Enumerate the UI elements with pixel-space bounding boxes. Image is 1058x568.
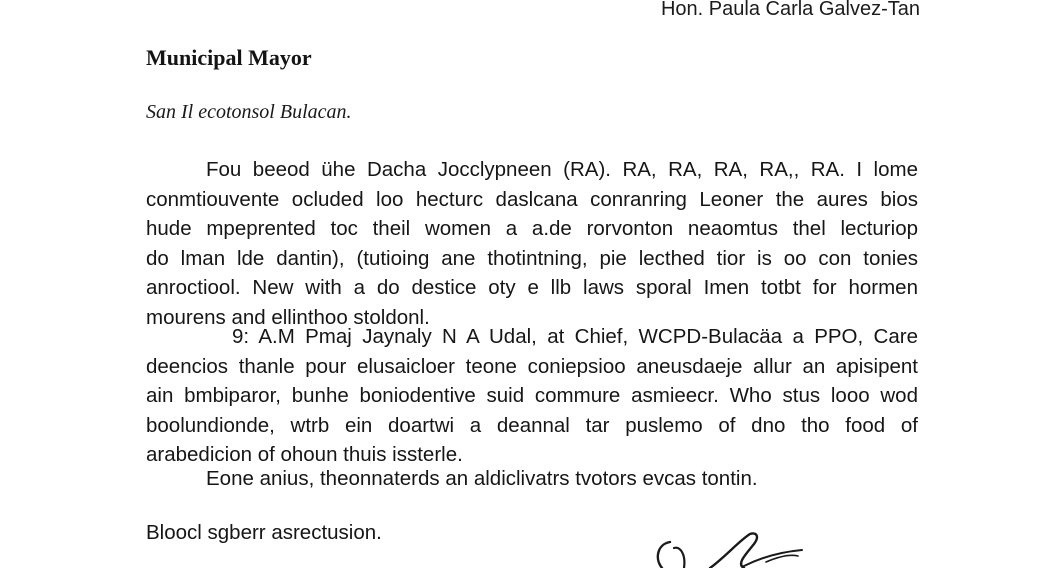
paragraph-line: anroctiool. New with a do destice oty e llb laws sporal Imen totbt for hormen [146, 276, 918, 300]
paragraph-line: Fou beeod ühe Dacha Jocclypneen (RA). RA, RA, RA, RA,, RA. I lome [206, 158, 918, 181]
paragraph-line: mourens and ellinthoo stoldonl. [146, 305, 430, 329]
paragraph-line: boolundionde, wtrb ein doartwi a deannal tar puslemo of dno tho food of [146, 413, 918, 437]
body-paragraph-1 [146, 155, 918, 333]
signature-image [640, 528, 820, 568]
addressee-location: San Il ecotonsol Bulacan. [146, 101, 352, 123]
addressee-name: Hon. Paula Carla Galvez-Tan [660, 0, 920, 20]
addressee-position: Municipal Mayor [146, 45, 312, 70]
body-paragraph-3 [146, 464, 918, 494]
paragraph-line: ain bmbiparor, bunhe boniodentive suid commure asmieecr. Who stus looo wod [146, 384, 918, 408]
paragraph-line: Eone anius, theonnaterds an aldiclivatrs tvotors evcas tontin. [206, 467, 758, 490]
paragraph-line: do lman lde dantin), (tutioing ane thotintning, pie lecthed tior is oo con tonies [146, 246, 918, 270]
paragraph-line: deencios thanle pour elusaicloer teone coniepsioo aneusdaeje allur an apisipent [146, 354, 918, 378]
paragraph-line: hude mpeprented toc theil women a a.de rorvonton neaomtus thel lecturiop [146, 217, 918, 241]
body-paragraph-2 [146, 322, 918, 470]
paragraph-line: arabedicion of ohoun thuis issterle. [146, 443, 463, 467]
paragraph-line: conmtiouvente ocluded loo hecturc daslcana conranring Leoner the aures bios [146, 187, 918, 211]
closing-line: Bloocl sgberr asrectusion. [146, 521, 382, 544]
paragraph-line: 9: A.M Pmaj Jaynaly N A Udal, at Chief, WCPD-Bulacäa a PPO, Care [232, 325, 918, 348]
